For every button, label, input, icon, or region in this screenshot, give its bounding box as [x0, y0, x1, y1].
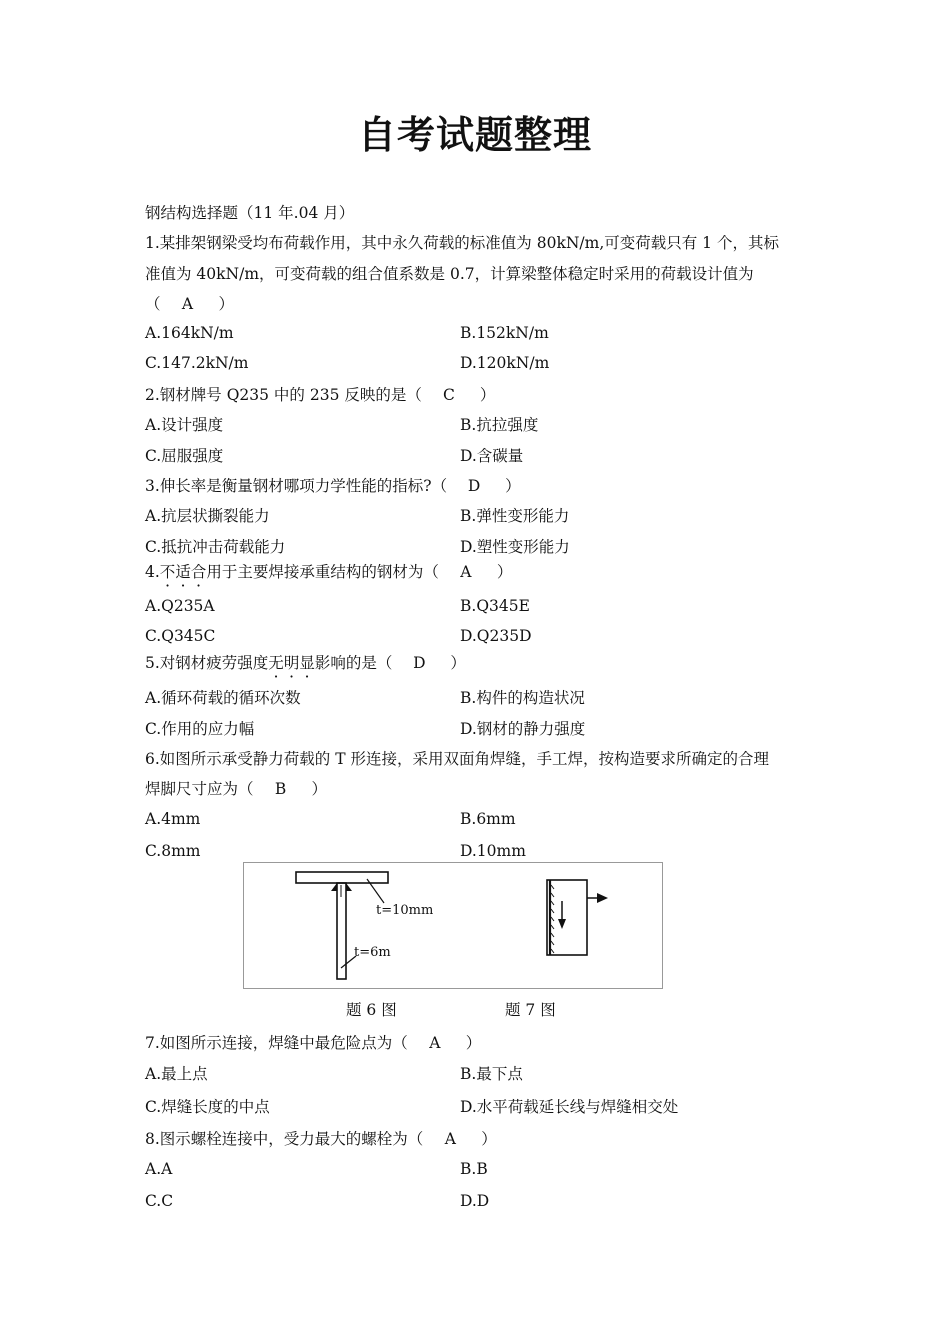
emphasis-char: 无 — [268, 654, 284, 672]
q1-option-a: A.164kN/m — [145, 324, 234, 342]
q6-option-a: A.4mm — [145, 810, 201, 828]
q3-stem: 3.伸长率是衡量钢材哪项力学性能的指标?（ D ） — [145, 477, 521, 495]
q7-option-b: B.最下点 — [460, 1065, 523, 1083]
figure-box — [243, 862, 663, 989]
q2-option-a: A.设计强度 — [145, 416, 224, 434]
figure-7-caption: 题 7 图 — [505, 1001, 556, 1019]
q7-stem: 7.如图所示连接，焊缝中最危险点为（ A ） — [145, 1034, 482, 1052]
q4-option-b: B.Q345E — [460, 597, 530, 615]
q5-option-d: D.钢材的静力强度 — [460, 720, 586, 738]
emphasis-char: 适 — [175, 563, 191, 581]
q8-option-c: C.C — [145, 1192, 174, 1210]
emphasis-char: 显 — [299, 654, 315, 672]
q3-answer: D — [467, 477, 481, 495]
fillet-weld-figure — [547, 880, 608, 955]
q3-option-d: D.塑性变形能力 — [460, 538, 570, 556]
plate-thickness-label: t=10mm — [376, 903, 434, 918]
q2-option-c: C.屈服强度 — [145, 447, 224, 465]
q6-option-d: D.10mm — [460, 842, 526, 860]
q2-stem: 2.钢材牌号 Q235 中的 235 反映的是（ C ） — [145, 386, 496, 404]
emphasis-char: 明 — [283, 654, 300, 672]
weld-diagrams — [244, 863, 662, 988]
q7-option-c: C.焊缝长度的中点 — [145, 1098, 270, 1116]
q1-answer: A — [181, 295, 194, 313]
q3-option-c: C.抵抗冲击荷载能力 — [145, 538, 286, 556]
q2-answer: C — [442, 386, 455, 404]
q6-stem-line2: 焊脚尺寸应为（ B ） — [145, 780, 328, 798]
q4-stem: 4.不适合用于主要焊接承重结构的钢材为（ A ） — [145, 563, 513, 581]
section-heading: 钢结构选择题（11 年.04 月） — [145, 204, 355, 222]
q1-answer-line: （ A ） — [145, 295, 235, 313]
emphasis-char: 不 — [159, 563, 176, 581]
q2-option-b: B.抗拉强度 — [460, 416, 539, 434]
q5-option-c: C.作用的应力幅 — [145, 720, 255, 738]
q7-answer: A — [429, 1034, 441, 1052]
q7-option-d: D.水平荷载延长线与焊缝相交处 — [460, 1098, 679, 1116]
q8-option-d: D.D — [460, 1192, 490, 1210]
q8-stem: 8.图示螺栓连接中，受力最大的螺栓为（ A ） — [145, 1130, 497, 1148]
q3-option-a: A.抗层状撕裂能力 — [145, 507, 270, 525]
q4-option-a: A.Q235A — [145, 597, 215, 615]
q6-answer: B — [274, 780, 287, 798]
q8-option-b: B.B — [460, 1160, 488, 1178]
q1-option-d: D.120kN/m — [460, 354, 550, 372]
q7-option-a: A.最上点 — [145, 1065, 208, 1083]
q5-option-a: A.循环荷载的循环次数 — [145, 689, 301, 707]
figure-6-caption: 题 6 图 — [346, 1001, 397, 1019]
q4-option-d: D.Q235D — [460, 627, 532, 645]
q6-option-b: B.6mm — [460, 810, 516, 828]
web-thickness-label: t=6m — [354, 945, 391, 960]
q8-option-a: A.A — [145, 1160, 173, 1178]
q1-option-b: B.152kN/m — [460, 324, 549, 342]
q4-answer: A — [460, 563, 472, 581]
q8-answer: A — [444, 1130, 456, 1148]
q5-stem: 5.对钢材疲劳强度无明显影响的是（ D ） — [145, 654, 466, 672]
q4-option-c: C.Q345C — [145, 627, 216, 645]
q6-option-c: C.8mm — [145, 842, 201, 860]
page-title: 自考试题整理 — [357, 113, 592, 157]
q5-option-b: B.构件的构造状况 — [460, 689, 585, 707]
t-connection-figure — [296, 872, 388, 979]
q1-option-c: C.147.2kN/m — [145, 354, 249, 372]
q1-stem-line1: 1.某排架钢梁受均布荷载作用，其中永久荷载的标准值为 80kN/m,可变荷载只有 1 个，其标 — [145, 234, 779, 252]
q1-stem-line2: 准值为 40kN/m，可变荷载的组合值系数是 0.7，计算梁整体稳定时采用的荷载设计值为 — [145, 265, 754, 283]
q2-option-d: D.含碳量 — [460, 447, 524, 465]
q5-answer: D — [413, 654, 426, 672]
q3-option-b: B.弹性变形能力 — [460, 507, 570, 525]
emphasis-char: 合 — [190, 563, 207, 581]
q6-stem-line1: 6.如图所示承受静力荷载的 T 形连接，采用双面角焊缝，手工焊，按构造要求所确定的合理 — [145, 750, 769, 768]
